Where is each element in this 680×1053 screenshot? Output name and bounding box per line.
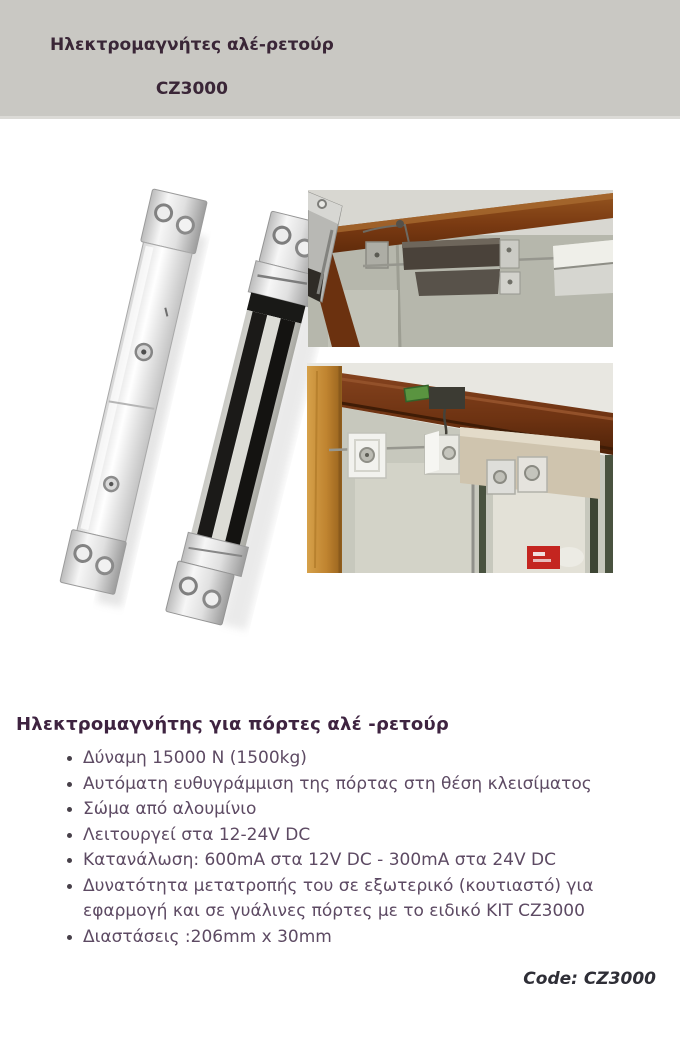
glass-frame-strip-3 <box>605 455 613 573</box>
product-photo-svg <box>25 155 325 650</box>
spec-list <box>16 746 664 950</box>
power-module <box>429 387 465 409</box>
frosted-panel <box>355 463 473 573</box>
section-heading: Ηλεκτρομαγνήτης για πόρτες αλέ -ρετούρ <box>16 714 449 735</box>
red-sign-text-mark <box>533 552 545 556</box>
wooden-door-photo-svg <box>308 190 613 347</box>
cube-screw <box>443 447 455 459</box>
cube-side-face <box>425 431 439 474</box>
bracket-screw <box>507 248 512 253</box>
glass-door-photo-svg <box>307 363 613 573</box>
page-title-line1: Ηλεκτρομαγνήτες αλέ-ρετούρ <box>50 35 334 55</box>
product-photo <box>25 155 325 650</box>
product-details-section <box>16 714 664 950</box>
spec-item: • Αυτόματη ευθυγράμμιση της πόρτας στη θέση κλεισίματος <box>83 772 631 798</box>
page-title <box>50 34 334 100</box>
leaning-magnet-hole <box>318 200 326 208</box>
installation-photo-glass-door <box>307 363 613 573</box>
magnet-end-bracket <box>500 240 519 268</box>
wire-knot <box>396 220 404 228</box>
spec-item: • Δυνατότητα μετατροπής του σε εξωτερικό (κουτιαστό) για εφαρμογή και σε γυάλινες πόρτες με το ειδικό ΚΙΤ CZ3000 <box>83 874 631 925</box>
green-connector <box>404 385 430 401</box>
housing-screw-1 <box>494 471 506 483</box>
armature-block <box>415 269 500 296</box>
spec-item: • Διαστάσεις :206mm x 30mm <box>83 925 631 951</box>
clamp-screw-dot <box>365 453 369 457</box>
page-title-line2: CZ3000 <box>155 79 228 99</box>
wood-post <box>307 366 342 573</box>
spec-item: • Σώμα από αλουμίνιο <box>83 797 631 823</box>
housing-screw-2 <box>525 466 539 480</box>
junction-box-dot <box>375 253 380 258</box>
spec-item: • Κατανάλωση: 600mA στα 12V DC - 300mA στα 24V DC <box>83 848 631 874</box>
red-sign <box>527 546 560 569</box>
spec-item: • Λειτουργεί στα 12-24V DC <box>83 823 631 849</box>
header-bar <box>0 0 680 119</box>
red-sign-text-mark-2 <box>533 559 551 562</box>
product-code-label: Code: CZ3000 <box>523 969 656 989</box>
spec-item: • Δύναμη 15000 N (1500kg) <box>83 746 631 772</box>
bracket-screw-2 <box>508 280 513 285</box>
installation-photo-wooden-door <box>308 190 613 347</box>
